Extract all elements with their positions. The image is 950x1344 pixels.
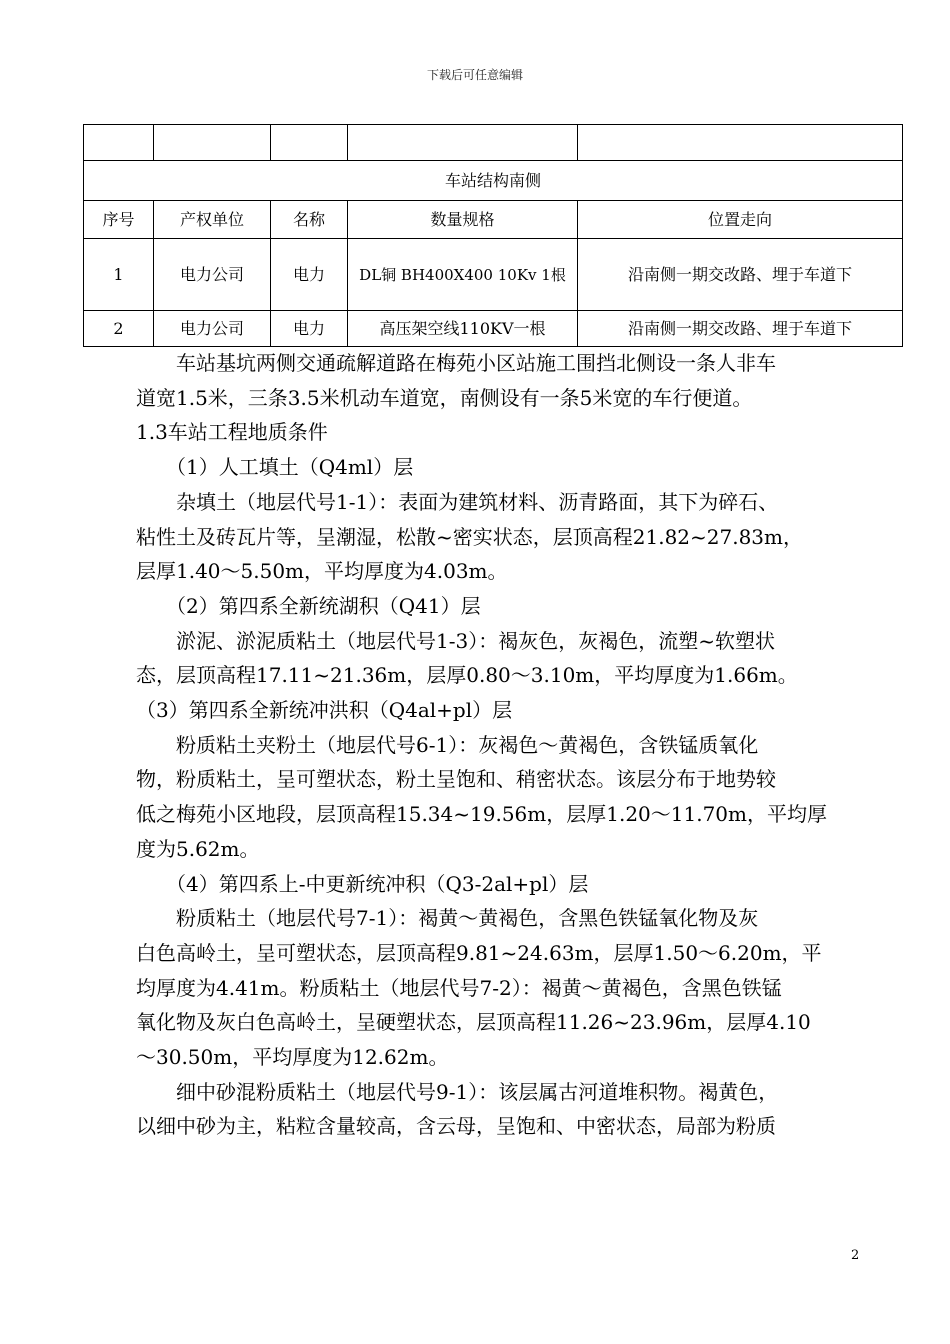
- text-line: 以细中砂为主，粘粒含量较高，含云母，呈饱和、中密状态，局部为粉质: [136, 1114, 776, 1139]
- subsection-heading: （3）第四系全新统冲洪积（Q4al+pl）层: [136, 698, 513, 723]
- text-line: 粘性土及砖瓦片等，呈潮湿，松散~密实状态，层顶高程21.82~27.83m，: [136, 524, 803, 549]
- table-cell: [578, 125, 903, 161]
- table-header-cell: 位置走向: [578, 201, 903, 239]
- table-cell: [84, 125, 154, 161]
- table-row: [84, 239, 903, 311]
- table-header-row: [84, 201, 903, 239]
- subsection-heading: （4）第四系上-中更新统冲积（Q3-2al+pl）层: [136, 871, 589, 896]
- section-heading: 1.3车站工程地质条件: [136, 420, 328, 445]
- table-cell: 2: [84, 311, 154, 347]
- table-cell: 电力: [271, 311, 348, 347]
- text-line: 均厚度为4.41m。粉质粘土（地层代号7-2）：褐黄～黄褐色，含黑色铁锰: [136, 975, 782, 1000]
- subsection-heading: （1）人工填土（Q4ml）层: [136, 455, 414, 480]
- text-line: 物，粉质粘土，呈可塑状态，粉土呈饱和、稍密状态。该层分布于地势较: [136, 767, 776, 792]
- text-line: 态，层顶高程17.11~21.36m，层厚0.80～3.10m，平均厚度为1.66m。: [136, 663, 798, 688]
- table-cell: [154, 125, 271, 161]
- table-cell: 沿南侧一期交改路、埋于车道下: [578, 311, 903, 347]
- text-line: 车站基坑两侧交通疏解道路在梅苑小区站施工围挡北侧设一条人非车: [136, 351, 776, 375]
- text-line: 淤泥、淤泥质粘土（地层代号1-3）：褐灰色，灰褐色，流塑~软塑状: [136, 628, 775, 653]
- table-cell: 1: [84, 239, 154, 311]
- text-line: 道宽1.5米，三条3.5米机动车道宽，南侧设有一条5米宽的车行便道。: [136, 385, 753, 410]
- page-header-note: 下载后可任意编辑: [426, 68, 523, 82]
- text-line: 粉质粘土（地层代号7-1）：褐黄～黄褐色，含黑色铁锰氧化物及灰: [136, 906, 759, 931]
- table-cell: 高压架空线110KV一根: [348, 311, 578, 347]
- table-cell: 电力公司: [154, 311, 271, 347]
- table-cell: 沿南侧一期交改路、埋于车道下: [578, 239, 903, 311]
- text-line: 度为5.62m。: [136, 836, 260, 861]
- page-number: 2: [851, 1248, 860, 1263]
- table-section-title: 车站结构南侧: [84, 161, 903, 201]
- text-line: 低之梅苑小区地段，层顶高程15.34~19.56m，层厚1.20～11.70m，平均厚: [136, 802, 827, 827]
- table-cell: [348, 125, 578, 161]
- table-section-row: [84, 161, 903, 201]
- table-header-cell: 产权单位: [154, 201, 271, 239]
- text-line: 白色高岭土，呈可塑状态，层顶高程9.81~24.63m，层厚1.50～6.20m，平: [136, 940, 822, 965]
- text-line: 层厚1.40～5.50m，平均厚度为4.03m。: [136, 559, 508, 584]
- subsection-heading: （2）第四系全新统湖积（Q41）层: [136, 593, 481, 618]
- table-cell: DL铜 BH400X400 10Kv 1根: [348, 239, 578, 311]
- table-empty-row: [84, 125, 903, 161]
- table-header-cell: 数量规格: [348, 201, 578, 239]
- table-header-cell: 名称: [271, 201, 348, 239]
- text-line: ～30.50m，平均厚度为12.62m。: [136, 1045, 449, 1070]
- table-header-cell: 序号: [84, 201, 154, 239]
- text-line: 细中砂混粉质粘土（地层代号9-1）：该层属古河道堆积物。褐黄色，: [136, 1079, 779, 1104]
- text-line: 杂填土（地层代号1-1）：表面为建筑材料、沥青路面，其下为碎石、: [136, 489, 779, 514]
- pipeline-table: [83, 124, 903, 347]
- body-text: [136, 346, 876, 1144]
- table-cell: 电力: [271, 239, 348, 311]
- text-line: 氧化物及灰白色高岭土，呈硬塑状态，层顶高程11.26~23.96m，层厚4.10: [136, 1010, 811, 1035]
- table-cell: 电力公司: [154, 239, 271, 311]
- text-line: 粉质粘土夹粉土（地层代号6-1）：灰褐色～黄褐色，含铁锰质氧化: [136, 732, 759, 757]
- table-cell: [271, 125, 348, 161]
- table-row: [84, 311, 903, 347]
